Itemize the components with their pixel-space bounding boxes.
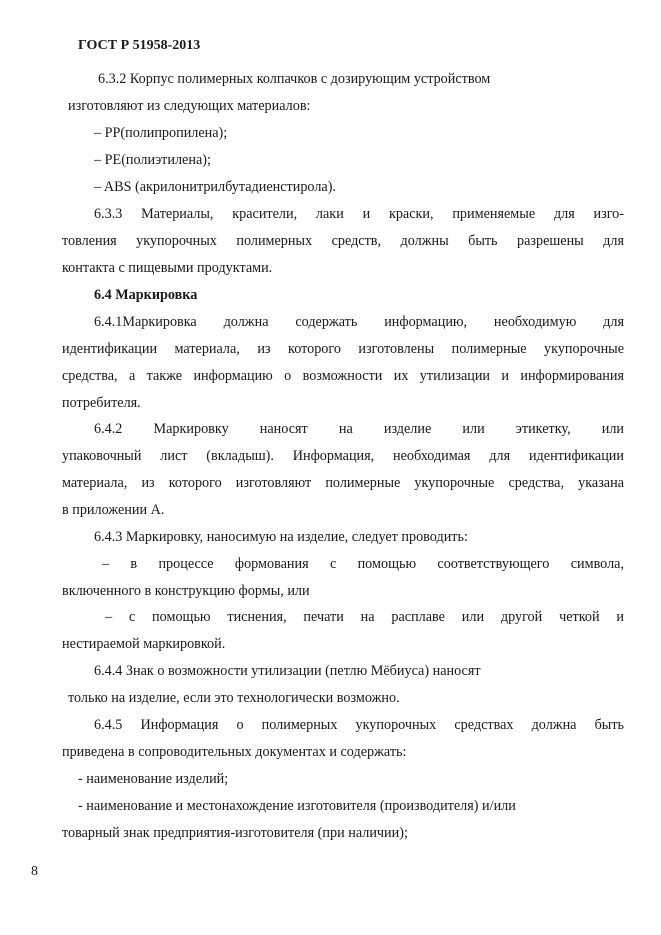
document-header: ГОСТ Р 51958-2013 — [78, 38, 201, 53]
text-line-6-4-1: 6.4.1Маркировка должна содержать информацию, необходимую для — [94, 314, 624, 330]
text-line-6-4-2: 6.4.2 Маркировку наносят на изделие или этикетку, или — [94, 421, 624, 437]
text-line: товарный знак предприятия-изготовителя (при наличии); — [62, 825, 408, 841]
section-heading-6-4: 6.4 Маркировка — [94, 287, 198, 303]
text-line: нестираемой маркировкой. — [62, 636, 226, 652]
page-number: 8 — [31, 864, 38, 879]
text-line: материала, из которого изготовляют полимерные укупорочные средства, указана — [62, 475, 624, 491]
text-line: включенного в конструкцию формы, или — [62, 583, 310, 599]
list-item-pe: – PE(полиэтилена); — [94, 152, 211, 168]
list-item-abs: – ABS (акрилонитрилбутадиенстирола). — [94, 179, 336, 195]
text-line: упаковочный лист (вкладыш). Информация, необходимая для идентификации — [62, 448, 624, 464]
list-item-embossing: – с помощью тиснения, печати на расплаве или другой четкой и — [105, 609, 624, 625]
list-item-forming: – в процессе формования с помощью соответствующего символа, — [102, 556, 624, 572]
text-line: средства, а также информацию о возможности их утилизации и информирования — [62, 368, 624, 384]
text-line-6-3-3: 6.3.3 Материалы, красители, лаки и краски, применяемые для изго- — [94, 206, 624, 222]
text-line: только на изделие, если это технологически возможно. — [68, 690, 400, 706]
text-line-6-4-4: 6.4.4 Знак о возможности утилизации (петлю Мёбиуса) наносят — [94, 663, 481, 679]
text-line: товления укупорочных полимерных средств, должны быть разрешены для — [62, 233, 624, 249]
text-line: потребителя. — [62, 395, 141, 411]
list-item-pp: – PP(полипропилена); — [94, 125, 228, 141]
list-item-manufacturer: - наименование и местонахождение изготовителя (производителя) и/или — [78, 798, 516, 814]
text-line-6-4-3: 6.4.3 Маркировку, наносимую на изделие, следует проводить: — [94, 529, 468, 545]
text-line: приведена в сопроводительных документах и содержать: — [62, 744, 407, 760]
text-line: идентификации материала, из которого изготовлены полимерные укупорочные — [62, 341, 624, 357]
text-line: контакта с пищевыми продуктами. — [62, 260, 273, 276]
text-line-6-4-5: 6.4.5 Информация о полимерных укупорочных средствах должна быть — [94, 717, 624, 733]
list-item-product-name: - наименование изделий; — [78, 771, 229, 787]
text-line: изготовляют из следующих материалов: — [68, 98, 311, 114]
text-line: в приложении А. — [62, 502, 165, 518]
text-line-6-3-2: 6.3.2 Корпус полимерных колпачков с дозирующим устройством — [98, 71, 491, 87]
